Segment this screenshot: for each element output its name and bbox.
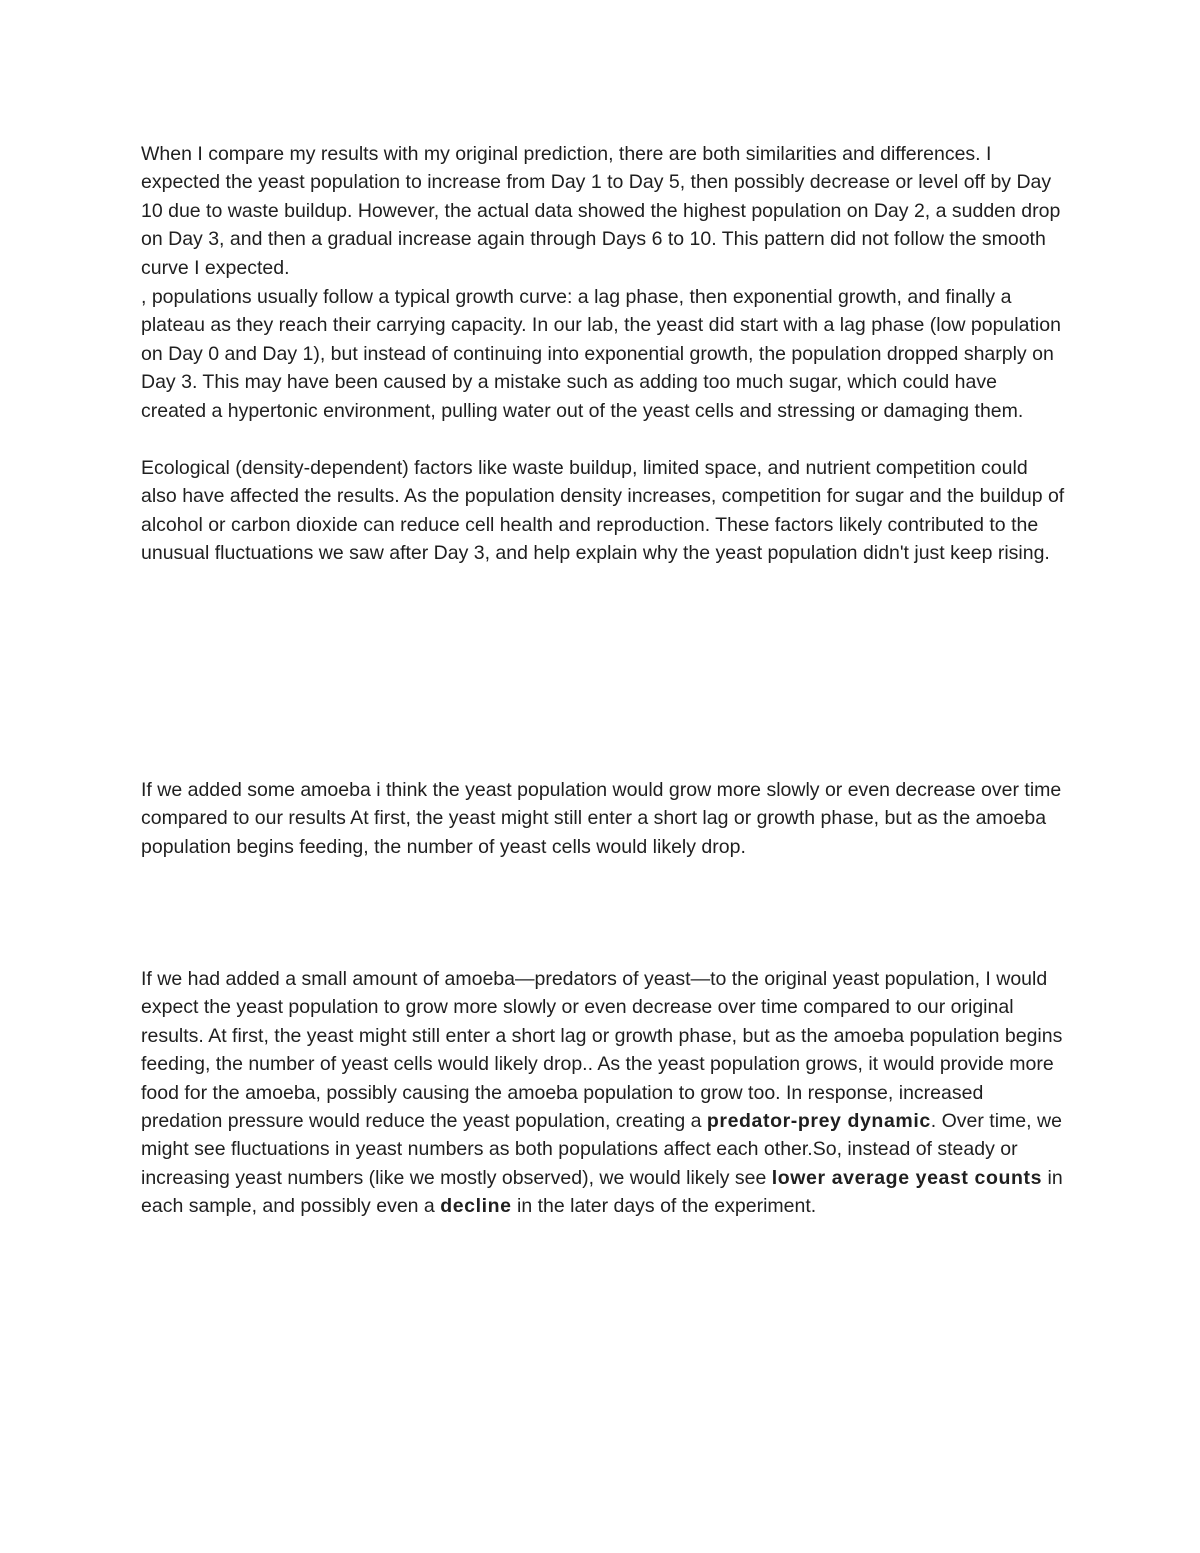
paragraph-amoeba-short	[141, 776, 1066, 861]
paragraph-text-part-1: If we had added a small amount of amoeba—predators of yeast—to the original yeast population, I would expect the yeast population to grow more slowly or even decrease over time compared to our original results. At first, the yeast might still enter a short lag or growth phase, but as the amoeba population begins feeding, the number of yeast cells would likely drop.. As the yeast population grows, it would provide more food for the amoeba, possibly causing the amoeba population to grow too. In response, increased predation pressure would reduce the yeast population, creating a	[141, 968, 1063, 1133]
paragraph-prediction-comparison	[141, 140, 1066, 282]
paragraph-text: , populations usually follow a typical growth curve: a lag phase, then exponential growth, and finally a plateau as they reach their carrying capacity. In our lab, the yeast did start with a lag phase (low population on Day 0 and Day 1), but instead of continuing into exponential growth, the population dropped sharply on Day 3. This may have been caused by a mistake such as adding too much sugar, which could have created a hypertonic environment, pulling water out of the yeast cells and stressing or damaging them.	[141, 286, 1061, 422]
paragraph-text: When I compare my results with my original prediction, there are both similarities and differences. I expected the yeast population to increase from Day 1 to Day 5, then possibly decrease or level off by Day 10 due to waste buildup. However, the actual data showed the highest population on Day 2, a sudden drop on Day 3, and then a gradual increase again through Days 6 to 10. This pattern did not follow the smooth curve I expected.	[141, 143, 1061, 279]
paragraph-text: Ecological (density-dependent) factors like waste buildup, limited space, and nutrient competition could also have affected the results. As the population density increases, competition for sugar and the buildup of alcohol or carbon dioxide can reduce cell health and reproduction. These factors likely contributed to the unusual fluctuations we saw after Day 3, and help explain why the yeast population didn't just keep rising.	[141, 457, 1065, 565]
paragraph-amoeba-predation	[141, 965, 1066, 1221]
bold-term-lower-counts: lower average yeast counts	[771, 1166, 1043, 1189]
bold-term-decline: decline	[440, 1195, 512, 1218]
paragraph-ecological-factors	[141, 454, 1066, 568]
paragraph-text-part-3: in each sample, and possibly even a	[141, 1166, 1063, 1218]
paragraph-growth-curve	[141, 283, 1066, 425]
paragraph-text-part-4: in the later days of the experiment.	[511, 1195, 817, 1218]
paragraph-text-part-2: . Over time, we might see fluctuations in yeast numbers as both populations affect each other.So, instead of steady or increasing yeast numbers (like we mostly observed), we would likely see	[141, 1110, 1062, 1189]
bold-term-predator-prey: predator-prey dynamic	[706, 1110, 931, 1133]
paragraph-text: If we added some amoeba i think the yeast population would grow more slowly or even decrease over time compared to our results At first, the yeast might still enter a short lag or growth phase, but as the amoeba population begins feeding, the number of yeast cells would likely drop.	[141, 779, 1062, 858]
